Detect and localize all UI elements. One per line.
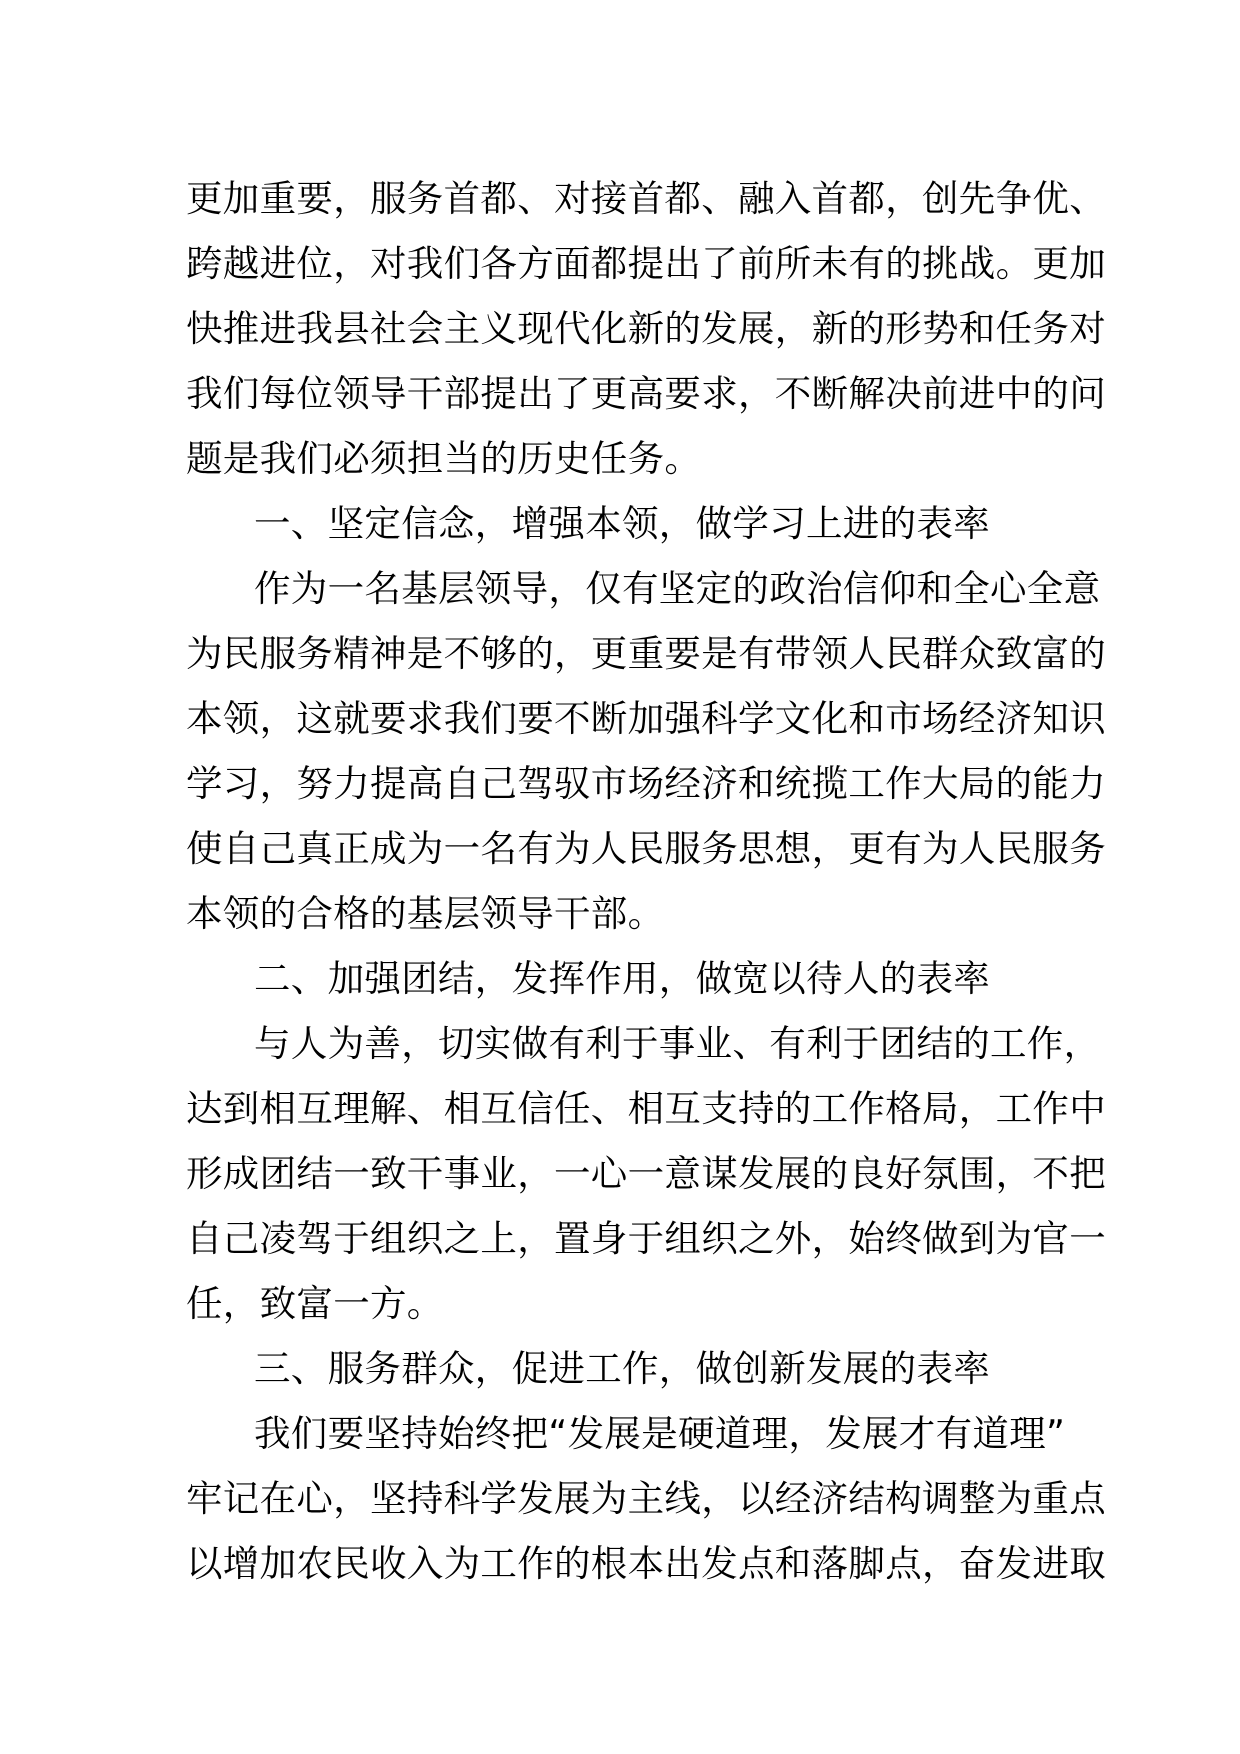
paragraph-line: 我们要坚持始终把“发展是硬道理，发展才有道理” [254, 1412, 1066, 1455]
paragraph-line: 与人为善，切实做有利于事业、有利于团结的工作， [254, 1022, 1101, 1065]
section-heading-1: 一、坚定信念，增强本领，做学习上进的表率 [254, 502, 990, 545]
paragraph-line: 为民服务精神是不够的，更重要是有带领人民群众致富的 [186, 632, 1106, 675]
paragraph-line: 我们每位领导干部提出了更高要求，不断解决前进中的问 [186, 372, 1106, 415]
paragraph-line: 作为一名基层领导，仅有坚定的政治信仰和全心全意 [254, 567, 1101, 610]
paragraph-line: 使自己真正成为一名有为人民服务思想，更有为人民服务 [186, 827, 1106, 870]
paragraph-line: 任，致富一方。 [186, 1282, 444, 1325]
paragraph-line: 以增加农民收入为工作的根本出发点和落脚点，奋发进取 [186, 1542, 1106, 1585]
paragraph-line: 跨越进位，对我们各方面都提出了前所未有的挑战。更加 [186, 242, 1106, 285]
paragraph-line: 本领，这就要求我们要不断加强科学文化和市场经济知识 [186, 697, 1106, 740]
document-body [186, 166, 1106, 1596]
paragraph-line: 快推进我县社会主义现代化新的发展，新的形势和任务对 [186, 307, 1106, 350]
paragraph-line: 形成团结一致干事业，一心一意谋发展的良好氛围，不把 [186, 1152, 1106, 1195]
section-heading-3: 三、服务群众，促进工作，做创新发展的表率 [254, 1347, 990, 1390]
paragraph-line: 牢记在心，坚持科学发展为主线，以经济结构调整为重点 [186, 1477, 1106, 1520]
paragraph-line: 达到相互理解、相互信任、相互支持的工作格局，工作中 [186, 1087, 1106, 1130]
paragraph-line: 本领的合格的基层领导干部。 [186, 892, 665, 935]
paragraph-line: 学习，努力提高自己驾驭市场经济和统揽工作大局的能力 [186, 762, 1106, 805]
section-heading-2: 二、加强团结，发挥作用，做宽以待人的表率 [254, 957, 990, 1000]
paragraph-line: 题是我们必须担当的历史任务。 [186, 437, 702, 480]
paragraph-line: 自己凌驾于组织之上，置身于组织之外，始终做到为官一 [186, 1217, 1106, 1260]
paragraph-line: 更加重要，服务首都、对接首都、融入首都，创先争优、 [186, 177, 1106, 220]
